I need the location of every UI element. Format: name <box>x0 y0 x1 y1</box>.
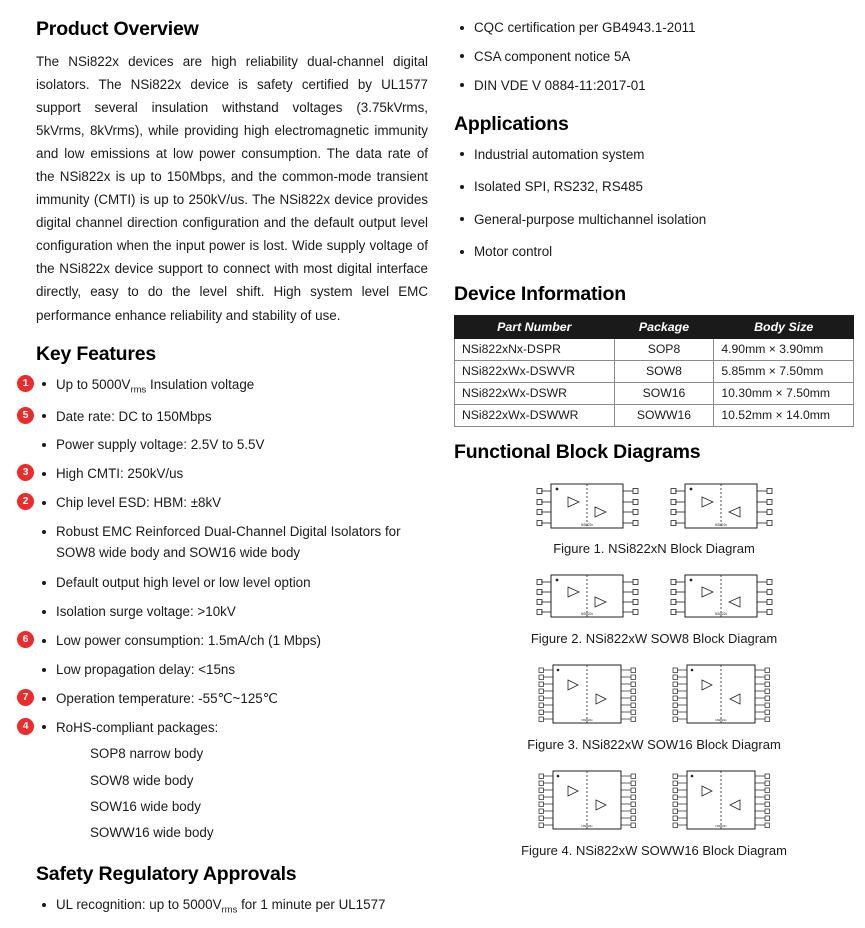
list-item-label: RoHS-compliant packages: <box>56 719 219 735</box>
diagram-row <box>454 570 854 624</box>
marker-badge: 1 <box>17 375 34 392</box>
cell-body-size: 10.30mm × 7.50mm <box>714 382 854 404</box>
column-header-body-size: Body Size <box>714 315 854 338</box>
product-overview-heading: Product Overview <box>36 18 199 40</box>
cell-part-number: NSi822xWx-DSWR <box>455 382 615 404</box>
svg-text:NSi822x: NSi822x <box>714 522 728 527</box>
block-diagram-graphic <box>657 660 785 730</box>
figure-caption: Figure 4. NSi822xW SOWW16 Block Diagram <box>521 842 787 858</box>
list-item-label: Up to 5000V <box>56 376 131 392</box>
marker-badge: 2 <box>17 493 34 510</box>
cell-package: SOP8 <box>614 338 714 360</box>
cell-part-number: NSi822xNx-DSPR <box>455 338 615 360</box>
figure-2 <box>454 570 854 646</box>
subscript: rms <box>130 384 147 396</box>
cell-body-size: 4.90mm × 3.90mm <box>714 338 854 360</box>
device-information-heading: Device Information <box>454 282 626 305</box>
list-item: SOW8 wide body <box>90 772 194 788</box>
list-item <box>22 407 428 426</box>
svg-text:NSi822x: NSi822x <box>715 717 727 722</box>
safety-approvals-heading: Safety Regulatory Approvals <box>36 863 297 886</box>
svg-text:NSi822x: NSi822x <box>580 522 594 527</box>
cell-part-number: NSi822xWx-DSWWR <box>455 404 615 426</box>
safety-approvals-continued-list <box>454 18 854 95</box>
cell-package: SOW16 <box>614 382 714 404</box>
svg-text:NSi822x: NSi822x <box>714 611 728 616</box>
block-diagram-graphic <box>657 478 785 534</box>
product-overview-paragraph: The NSi822x devices are high reliability dual-channel digital isolators. The NSi822x device is safety certified by UL1577 support several insulation withstand voltages (3.75kVrms, 5kVrms, 8kVrms), while providing high electromagnetic immunity and low emissions at low power consumption. The data rate of the NSi822x is up to 150Mbps, and the common-mode transient immunity (CMTI) is up to 250kV/us. The NSi822x device provides digital channel direction configuration and the default output level configuration when the input power is lost. Wide supply voltage of the NSi822x device support to connect with most digital interface directly, easy to do the level shift. High system level EMC performance enhance reliability and stability of use. <box>36 54 428 323</box>
applications-list <box>454 145 854 262</box>
list-item <box>22 689 428 708</box>
list-item-label: Chip level ESD: HBM: ±8kV <box>56 495 222 511</box>
column-header-package: Package <box>614 315 714 338</box>
svg-text:NSi822x: NSi822x <box>715 823 727 828</box>
list-item-label: Low power consumption: 1.5mA/ch (1 Mbps) <box>56 633 321 649</box>
list-item <box>36 602 428 621</box>
block-diagram-graphic <box>523 478 651 534</box>
list-item: SOWW16 wide body <box>90 824 214 840</box>
list-item <box>22 375 428 397</box>
table-row <box>455 360 854 382</box>
diagram-row <box>454 660 854 730</box>
block-diagram-graphic <box>523 570 651 624</box>
list-item <box>22 631 428 650</box>
svg-text:NSi822x: NSi822x <box>581 717 593 722</box>
table-row <box>455 338 854 360</box>
cell-part-number: NSi822xWx-DSWVR <box>455 360 615 382</box>
cell-package: SOW8 <box>614 360 714 382</box>
block-diagram-graphic <box>523 766 651 836</box>
cell-body-size: 10.52mm × 14.0mm <box>714 404 854 426</box>
list-item-label: Date rate: DC to 150Mbps <box>56 408 212 424</box>
list-item-label: Power supply voltage: 2.5V to 5.5V <box>56 437 265 453</box>
block-diagram-graphic <box>657 766 785 836</box>
key-features-heading: Key Features <box>36 342 157 365</box>
figure-3 <box>454 660 854 752</box>
list-item <box>36 435 428 454</box>
list-item-label: High CMTI: 250kV/us <box>56 466 184 482</box>
package-list <box>56 741 428 846</box>
subscript: rms <box>221 905 238 917</box>
figure-caption: Figure 3. NSi822xW SOW16 Block Diagram <box>527 736 781 752</box>
list-item <box>36 522 428 564</box>
list-item-label: Robust EMC Reinforced Dual-Channel Digital Isolators for SOW8 wide body and SOW16 wide body <box>56 524 401 561</box>
cell-body-size: 5.85mm × 7.50mm <box>714 360 854 382</box>
list-item: Industrial automation system <box>454 145 854 164</box>
block-diagram-graphic <box>523 660 651 730</box>
applications-heading: Applications <box>454 112 569 135</box>
list-item <box>36 573 428 592</box>
figure-caption: Figure 2. NSi822xW SOW8 Block Diagram <box>530 630 778 646</box>
diagram-row <box>454 766 854 836</box>
list-item <box>22 718 428 846</box>
marker-badge: 6 <box>17 631 34 648</box>
figure-caption: Figure 1. NSi822xN Block Diagram <box>553 540 755 556</box>
list-item <box>22 493 428 512</box>
list-item-label: Default output high level or low level option <box>56 575 311 591</box>
list-item <box>36 895 428 917</box>
list-item: SOP8 narrow body <box>90 746 204 762</box>
svg-text:NSi822x: NSi822x <box>580 611 594 616</box>
figure-4 <box>454 766 854 858</box>
device-information-table <box>454 315 854 427</box>
list-item <box>22 464 428 483</box>
list-item-label: Operation temperature: -55℃~125℃ <box>56 691 278 707</box>
list-item: Motor control <box>454 242 854 261</box>
marker-badge: 7 <box>17 689 34 706</box>
list-item-label-post: Insulation voltage <box>146 376 255 392</box>
right-column <box>454 18 854 918</box>
list-item: DIN VDE V 0884-11:2017-01 <box>454 76 854 95</box>
list-item: General-purpose multichannel isolation <box>454 210 854 229</box>
column-header-part-number: Part Number <box>455 315 615 338</box>
functional-block-diagrams-heading: Functional Block Diagrams <box>454 440 701 463</box>
marker-badge: 4 <box>17 718 34 735</box>
svg-text:NSi822x: NSi822x <box>581 823 593 828</box>
list-item-label: UL recognition: up to 5000V <box>56 897 222 913</box>
key-features-list <box>22 375 428 846</box>
list-item: CSA component notice 5A <box>454 47 854 66</box>
safety-approvals-list <box>36 895 428 917</box>
list-item: SOW16 wide body <box>90 798 201 814</box>
marker-badge: 5 <box>17 407 34 424</box>
list-item-label: Isolation surge voltage: >10kV <box>56 604 236 620</box>
list-item-label-post: for 1 minute per UL1577 <box>237 897 386 913</box>
list-item: Isolated SPI, RS232, RS485 <box>454 177 854 196</box>
table-row <box>455 404 854 426</box>
left-column <box>22 18 428 918</box>
list-item-label: Low propagation delay: <15ns <box>56 662 236 678</box>
table-header-row <box>455 315 854 338</box>
cell-package: SOWW16 <box>614 404 714 426</box>
table-row <box>455 382 854 404</box>
list-item: CQC certification per GB4943.1-2011 <box>454 18 854 37</box>
diagram-row <box>454 478 854 534</box>
list-item <box>36 660 428 679</box>
block-diagram-graphic <box>657 570 785 624</box>
marker-badge: 3 <box>17 464 34 481</box>
figure-1 <box>454 478 854 556</box>
